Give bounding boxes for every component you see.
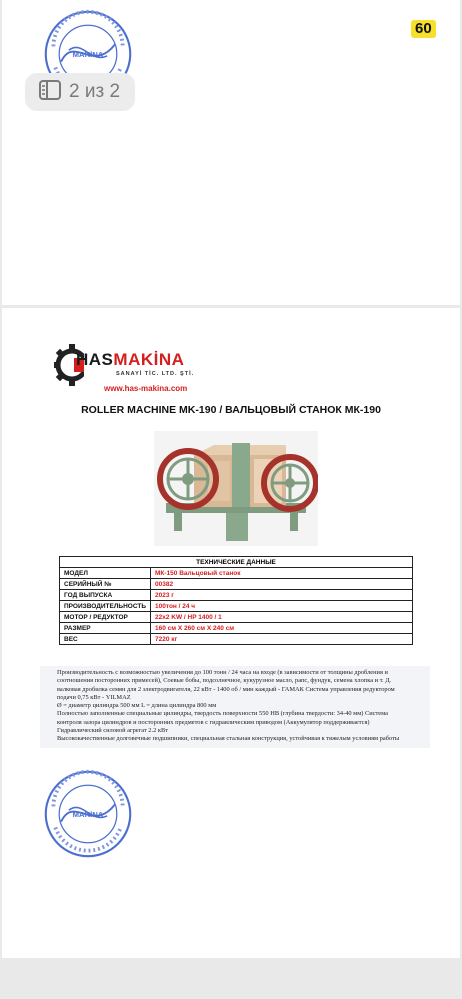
table-header-row <box>60 557 413 568</box>
logo-url: www.has-makina.com <box>104 384 188 393</box>
table-row <box>60 623 413 634</box>
spec-key: ПРОИЗВОДИТЕЛЬНОСТЬ <box>60 601 151 612</box>
spec-value: 2023 г <box>151 590 413 601</box>
table-row <box>60 612 413 623</box>
specifications-table <box>59 556 413 645</box>
spec-value: 7220 кг <box>151 634 413 645</box>
page-indicator-label: 2 из 2 <box>69 81 121 102</box>
spec-key: СЕРИЙНЫЙ № <box>60 579 151 590</box>
spec-value: МК-150 Вальцовый станок <box>151 568 413 579</box>
table-header: ТЕХНИЧЕСКИЕ ДАННЫЕ <box>60 557 413 568</box>
description-paragraph: Производительность с возможностью увеличения до 100 тонн / 24 часа на входе (в зависимости от толщины дробления и соотношения посторонних примесей), Соевые бобы, подсолнечное, кукурузное масло, рапс, фундук, семена хлопка и т. Д. валковая дробилка семян для 2 электродвигателя, 22 кВт - 1400 об / мин каждый - ГАМАК Система управления редуктором подачи 0,75 кВт - YILMAZ <box>57 669 395 701</box>
spec-key: МОТОР / РЕДУКТОР <box>60 612 151 623</box>
logo-makina: MAKİNA <box>113 350 185 369</box>
pdf-page-1 <box>2 0 460 305</box>
logo-wordmark <box>76 350 184 370</box>
stamp-center-text: MAKİNA <box>72 809 104 819</box>
table-row <box>60 590 413 601</box>
table-row <box>60 601 413 612</box>
spec-key: МОДЕЛ <box>60 568 151 579</box>
roller-machine-photo <box>154 431 318 546</box>
spec-key: ГОД ВЫПУСКА <box>60 590 151 601</box>
table-row <box>60 634 413 645</box>
page-indicator[interactable] <box>25 73 135 111</box>
logo-tagline: SANAYİ TİC. LTD. ŞTİ. <box>116 371 195 377</box>
spec-key: ВЕС <box>60 634 151 645</box>
page-list-icon <box>39 80 61 105</box>
spec-value: 22x2 KW / HP 1400 / 1 <box>151 612 413 623</box>
table-row <box>60 579 413 590</box>
spec-value: 100тон / 24 ч <box>151 601 413 612</box>
spec-key: РАЗМЕР <box>60 623 151 634</box>
company-stamp <box>40 766 136 862</box>
stamp-center-text: MAKİNA <box>72 49 104 59</box>
table-row <box>60 568 413 579</box>
pdf-page-2 <box>2 308 460 958</box>
description-paragraph: Ø = диаметр цилиндра 500 мм L = длина цилиндра 800 мм <box>57 702 217 710</box>
document-title: ROLLER MACHINE MK-190 / ВАЛЬЦОВЫЙ СТАНОК МК-190 <box>81 404 381 416</box>
description-block <box>40 666 430 748</box>
page-number-badge: 60 <box>411 20 436 38</box>
description-paragraph: Высококачественные долговечные подшипники, специальная стальная конструкция, устойчивая к тяжелым условиям работы <box>57 735 400 743</box>
logo-has: HAS <box>76 350 114 369</box>
description-paragraph: Полностью заполненные специальные цилиндры, твердость поверхности 550 HB (глубина твердости: 34-40 мм) Система контроля зазора цилиндров и посторонних предметов с гидравлическим приводом (Аккумулятор поддерживается) Гидравлический силовой агрегат 2.2 кВт <box>57 710 388 735</box>
spec-value: 00382 <box>151 579 413 590</box>
spec-value: 160 см X 260 см X 240 см <box>151 623 413 634</box>
